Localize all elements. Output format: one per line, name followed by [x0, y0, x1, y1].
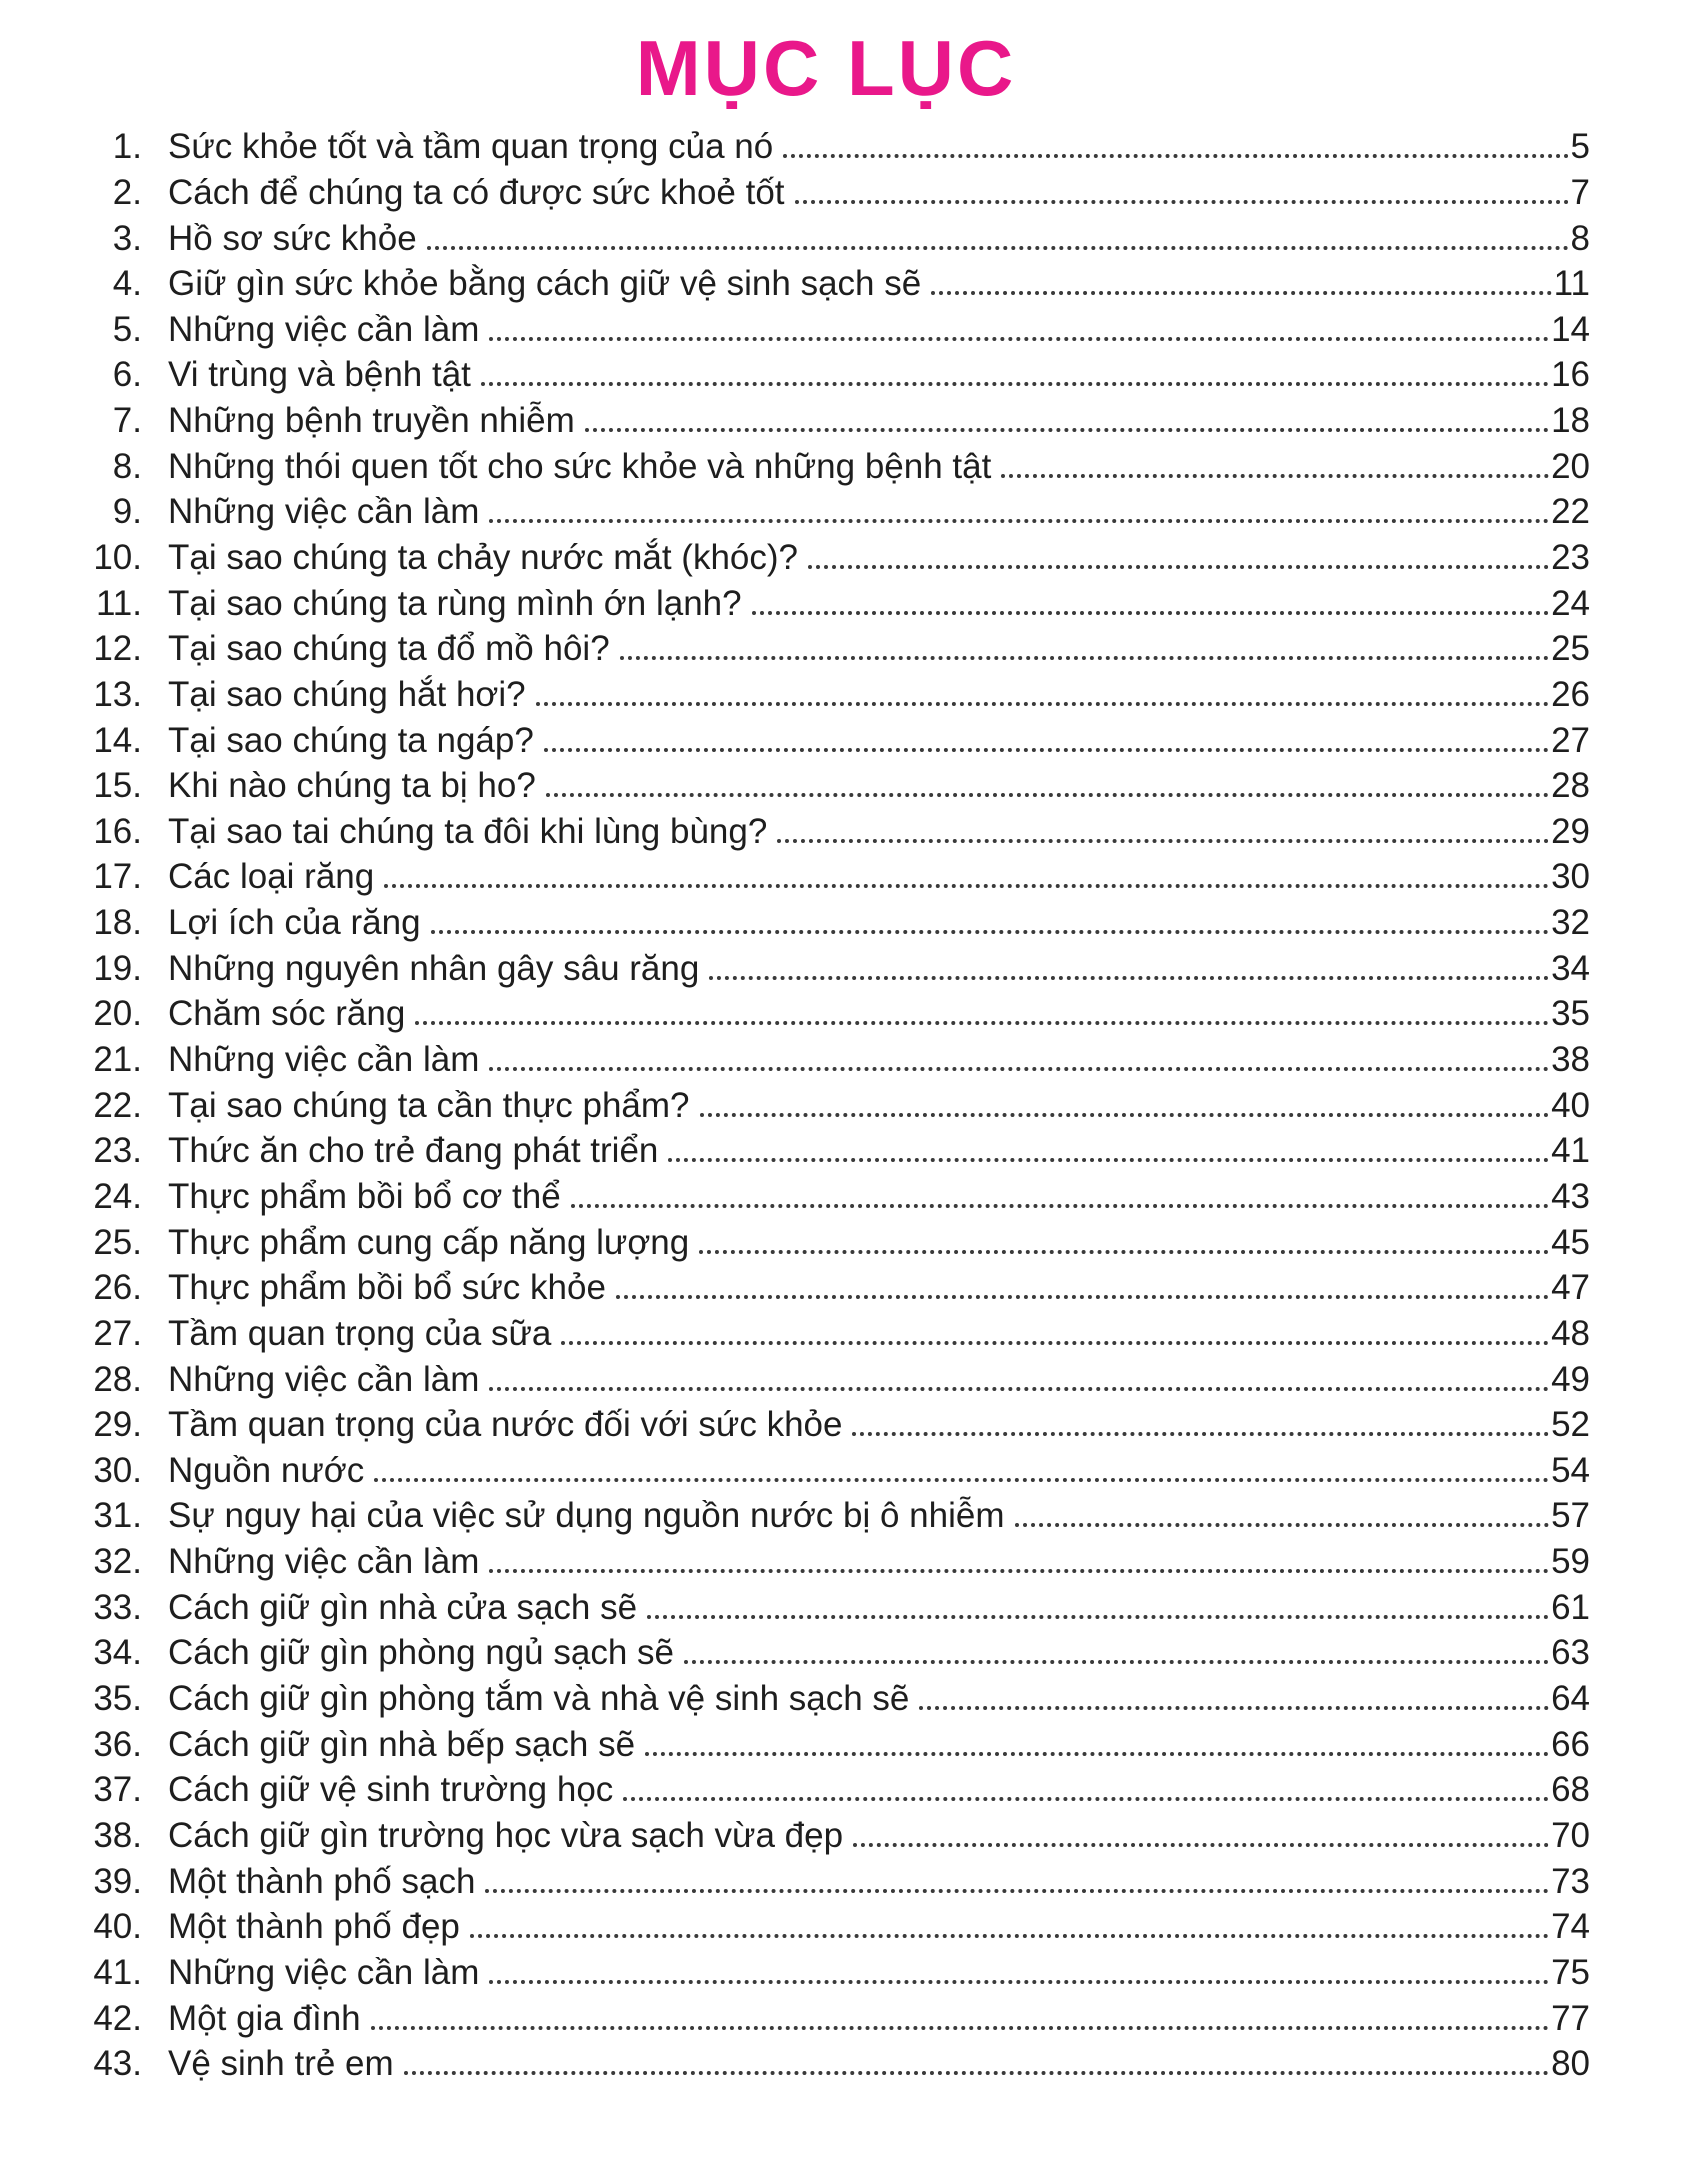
toc-entry-page: 27: [1551, 720, 1590, 760]
dot-leader: [561, 1341, 1549, 1345]
dot-leader: [668, 1158, 1549, 1162]
dot-leader: [647, 1615, 1549, 1619]
toc-entry-page: 63: [1551, 1633, 1590, 1673]
toc-entry-number: 2.: [112, 172, 142, 212]
toc-entry-page: 35: [1551, 994, 1590, 1034]
toc-entry: [62, 991, 1590, 1037]
toc-entry: [62, 1174, 1590, 1220]
toc-entry-number: 11.: [95, 583, 142, 623]
toc-entry: [62, 535, 1590, 581]
dot-leader: [684, 1660, 1549, 1664]
toc-entry-number: 39.: [93, 1861, 142, 1901]
dot-leader: [852, 1432, 1549, 1436]
toc-entry: [62, 1767, 1590, 1813]
toc-entry: [62, 398, 1590, 444]
toc-entry-title: Tại sao chúng hắt hơi?: [168, 674, 526, 714]
toc-entry-number: 12.: [93, 629, 142, 669]
dot-leader: [585, 428, 1549, 432]
toc-entry-page: 24: [1551, 583, 1590, 623]
toc-entry-number: 41.: [93, 1952, 142, 1992]
dot-leader: [489, 1980, 1549, 1984]
toc-entry-page: 49: [1551, 1359, 1590, 1399]
dot-leader: [709, 976, 1549, 980]
toc-entry-title: Những việc cần làm: [168, 1542, 480, 1582]
toc-entry-number: 27.: [93, 1313, 142, 1353]
toc-entry-title: Cách để chúng ta có được sức khoẻ tốt: [168, 172, 785, 212]
toc-entry-title: Nguồn nước: [168, 1450, 365, 1490]
dot-leader: [374, 1478, 1549, 1482]
toc-entry-page: 40: [1551, 1085, 1590, 1125]
toc-list: [62, 124, 1590, 2087]
dot-leader: [544, 748, 1549, 752]
toc-entry-number: 32.: [93, 1542, 142, 1582]
toc-entry-number: 28.: [93, 1359, 142, 1399]
toc-entry: [62, 1448, 1590, 1494]
toc-entry-number: 29.: [93, 1405, 142, 1445]
toc-entry-page: 23: [1551, 538, 1590, 577]
toc-entry-number: 4.: [112, 264, 142, 304]
toc-entry-page: 54: [1551, 1450, 1590, 1490]
dot-leader: [404, 2071, 1549, 2075]
dot-leader: [783, 154, 1568, 158]
toc-entry-page: 80: [1551, 2044, 1590, 2084]
toc-entry-number: 15.: [93, 766, 142, 806]
toc-entry: [62, 1311, 1590, 1357]
toc-entry-page: 34: [1551, 948, 1590, 988]
toc-entry-page: 41: [1551, 1131, 1590, 1171]
dot-leader: [699, 1250, 1549, 1254]
dot-leader: [919, 1706, 1549, 1710]
toc-entry-title: Những việc cần làm: [168, 1040, 480, 1080]
dot-leader: [415, 1021, 1549, 1025]
toc-entry-title: Cách giữ gìn phòng tắm và nhà vệ sinh sạch sẽ: [168, 1679, 910, 1719]
toc-entry-title: Những thói quen tốt cho sức khỏe và những bệnh tật: [168, 446, 992, 486]
toc-entry-title: Tại sao chúng ta đổ mồ hôi?: [168, 629, 610, 669]
toc-entry-title: Sự nguy hại của việc sử dụng nguồn nước bị ô nhiễm: [168, 1496, 1005, 1536]
toc-entry-title: Các loại răng: [168, 857, 375, 897]
toc-entry-number: 35.: [93, 1679, 142, 1719]
toc-entry-page: 59: [1551, 1542, 1590, 1582]
toc-entry-page: 26: [1551, 674, 1590, 714]
toc-entry-title: Những việc cần làm: [168, 1359, 480, 1399]
toc-entry: [62, 1813, 1590, 1859]
toc-entry-page: 61: [1551, 1587, 1590, 1627]
toc-entry-page: 29: [1551, 811, 1590, 851]
toc-entry-number: 42.: [93, 1998, 142, 2038]
dot-leader: [931, 291, 1551, 295]
toc-entry-number: 1.: [112, 127, 142, 167]
toc-entry: [62, 307, 1590, 353]
toc-entry-page: 5: [1570, 127, 1590, 167]
dot-leader: [623, 1797, 1549, 1801]
toc-entry: [62, 1128, 1590, 1174]
toc-entry: [62, 1493, 1590, 1539]
toc-entry: [62, 1950, 1590, 1996]
toc-entry-number: 10.: [93, 538, 142, 577]
dot-leader: [481, 382, 1549, 386]
dot-leader: [546, 793, 1549, 797]
dot-leader: [616, 1295, 1549, 1299]
toc-entry: [62, 352, 1590, 398]
toc-entry: [62, 763, 1590, 809]
toc-entry-title: Tại sao chúng ta ngáp?: [168, 720, 534, 760]
toc-entry: [62, 124, 1590, 170]
dot-leader: [489, 1387, 1549, 1391]
toc-entry-title: Sức khỏe tốt và tầm quan trọng của nó: [168, 127, 774, 167]
dot-leader: [489, 1067, 1549, 1071]
toc-entry-title: Thực phẩm cung cấp năng lượng: [168, 1222, 690, 1262]
toc-entry-number: 37.: [93, 1770, 142, 1810]
toc-entry-number: 26.: [93, 1268, 142, 1308]
toc-entry-title: Cách giữ gìn nhà cửa sạch sẽ: [168, 1587, 638, 1627]
toc-entry-title: Hồ sơ sức khỏe: [168, 218, 417, 258]
toc-entry-number: 18.: [93, 903, 142, 943]
toc-entry-number: 16.: [93, 811, 142, 851]
toc-entry-page: 45: [1551, 1222, 1590, 1262]
toc-entry-page: 52: [1551, 1405, 1590, 1445]
dot-leader: [485, 1889, 1549, 1893]
toc-entry-number: 38.: [93, 1815, 142, 1855]
toc-entry: [62, 854, 1590, 900]
toc-entry-page: 11: [1553, 264, 1590, 304]
toc-entry: [62, 1220, 1590, 1266]
toc-entry: [62, 672, 1590, 718]
toc-entry-title: Lợi ích của răng: [168, 903, 421, 943]
toc-entry-page: 48: [1551, 1313, 1590, 1353]
toc-entry: [62, 1630, 1590, 1676]
toc-entry: [62, 261, 1590, 307]
toc-entry-title: Chăm sóc răng: [168, 994, 406, 1034]
dot-leader: [489, 519, 1549, 523]
dot-leader: [777, 839, 1549, 843]
toc-entry-page: 25: [1551, 629, 1590, 669]
dot-leader: [489, 1569, 1549, 1573]
toc-entry-number: 23.: [93, 1131, 142, 1171]
dot-leader: [645, 1752, 1549, 1756]
toc-entry-number: 3.: [112, 218, 142, 258]
dot-leader: [620, 656, 1549, 660]
toc-entry-title: Tầm quan trọng của nước đối với sức khỏe: [168, 1405, 843, 1445]
toc-entry-title: Vệ sinh trẻ em: [168, 2044, 394, 2084]
toc-entry-page: 47: [1551, 1268, 1590, 1308]
toc-entry-number: 9.: [112, 492, 142, 532]
toc-entry-page: 38: [1551, 1040, 1590, 1080]
toc-entry: [62, 1037, 1590, 1083]
toc-entry-number: 8.: [112, 446, 142, 486]
page-title: MỤC LỤC: [635, 24, 1017, 112]
toc-entry: [62, 2041, 1590, 2087]
toc-entry-page: 57: [1551, 1496, 1590, 1536]
toc-entry-page: 66: [1551, 1724, 1590, 1764]
toc-entry-page: 30: [1551, 857, 1590, 897]
toc-entry-page: 74: [1551, 1907, 1590, 1947]
toc-entry-number: 34.: [93, 1633, 142, 1673]
toc-entry: [62, 1265, 1590, 1311]
dot-leader: [853, 1843, 1549, 1847]
toc-entry: [62, 1676, 1590, 1722]
toc-entry-number: 24.: [93, 1176, 142, 1216]
toc-entry-title: Một gia đình: [168, 1998, 361, 2038]
toc-entry-number: 36.: [93, 1724, 142, 1764]
toc-entry-title: Vi trùng và bệnh tật: [168, 355, 471, 395]
toc-entry-page: 20: [1551, 446, 1590, 486]
toc-entry-title: Những việc cần làm: [168, 492, 480, 532]
dot-leader: [752, 611, 1549, 615]
dot-leader: [571, 1204, 1549, 1208]
toc-entry: [62, 581, 1590, 627]
dot-leader: [371, 2026, 1549, 2030]
dot-leader: [489, 337, 1549, 341]
toc-entry: [62, 444, 1590, 490]
toc-entry-title: Tại sao chúng ta chảy nước mắt (khóc)?: [168, 538, 798, 577]
toc-entry-number: 13.: [93, 674, 142, 714]
toc-entry-number: 7.: [112, 401, 142, 441]
toc-entry-title: Thực phẩm bồi bổ sức khỏe: [168, 1268, 606, 1308]
toc-entry-page: 73: [1551, 1861, 1590, 1901]
toc-entry-number: 5.: [112, 309, 142, 349]
toc-entry: [62, 1083, 1590, 1129]
toc-entry-title: Thực phẩm bồi bổ cơ thể: [168, 1176, 561, 1216]
toc-entry-page: 14: [1551, 309, 1590, 349]
dot-leader: [536, 702, 1549, 706]
toc-entry-number: 31.: [93, 1496, 142, 1536]
toc-entry-number: 14.: [93, 720, 142, 760]
toc-entry-title: Những bệnh truyền nhiễm: [168, 401, 575, 441]
toc-entry: [62, 900, 1590, 946]
toc-entry-number: 21.: [93, 1040, 142, 1080]
toc-entry: [62, 946, 1590, 992]
toc-entry-page: 28: [1551, 766, 1590, 806]
toc-entry-page: 43: [1551, 1176, 1590, 1216]
toc-entry-page: 70: [1551, 1815, 1590, 1855]
toc-entry-title: Những việc cần làm: [168, 309, 480, 349]
toc-entry: [62, 1585, 1590, 1631]
toc-entry-page: 16: [1551, 355, 1590, 395]
toc-entry-page: 7: [1570, 172, 1590, 212]
toc-entry-title: Một thành phố đẹp: [168, 1907, 460, 1947]
toc-entry: [62, 1357, 1590, 1403]
toc-entry-title: Cách giữ gìn nhà bếp sạch sẽ: [168, 1724, 636, 1764]
toc-entry-page: 32: [1551, 903, 1590, 943]
toc-entry-number: 22.: [93, 1085, 142, 1125]
dot-leader: [427, 246, 1569, 250]
toc-entry: [62, 489, 1590, 535]
toc-entry-title: Giữ gìn sức khỏe bằng cách giữ vệ sinh sạch sẽ: [168, 264, 922, 304]
toc-entry: [62, 718, 1590, 764]
toc-entry-title: Những việc cần làm: [168, 1952, 480, 1992]
dot-leader: [1015, 1523, 1550, 1527]
toc-entry: [62, 1859, 1590, 1905]
toc-entry-number: 6.: [112, 355, 142, 395]
dot-leader: [795, 200, 1569, 204]
dot-leader: [808, 565, 1549, 569]
toc-entry-number: 19.: [93, 948, 142, 988]
toc-entry-title: Cách giữ vệ sinh trường học: [168, 1770, 614, 1810]
toc-entry: [62, 1402, 1590, 1448]
toc-entry-title: Cách giữ gìn phòng ngủ sạch sẽ: [168, 1633, 674, 1673]
toc-entry-page: 77: [1551, 1998, 1590, 2038]
toc-entry-title: Khi nào chúng ta bị ho?: [168, 766, 536, 806]
toc-entry-title: Một thành phố sạch: [168, 1861, 476, 1901]
toc-entry-title: Cách giữ gìn trường học vừa sạch vừa đẹp: [168, 1815, 844, 1855]
toc-entry-page: 68: [1551, 1770, 1590, 1810]
toc-entry-title: Tại sao chúng ta cần thực phẩm?: [168, 1085, 690, 1125]
dot-leader: [431, 930, 1550, 934]
toc-entry-page: 18: [1551, 401, 1590, 441]
toc-entry-page: 8: [1570, 218, 1590, 258]
toc-entry: [62, 1722, 1590, 1768]
toc-entry: [62, 170, 1590, 216]
toc-entry: [62, 216, 1590, 262]
toc-entry-page: 75: [1551, 1952, 1590, 1992]
toc-entry: [62, 1539, 1590, 1585]
toc-entry: [62, 1904, 1590, 1950]
toc-entry-number: 43.: [93, 2044, 142, 2084]
dot-leader: [1001, 474, 1549, 478]
toc-entry: [62, 809, 1590, 855]
dot-leader: [384, 884, 1549, 888]
toc-entry-number: 33.: [93, 1587, 142, 1627]
toc-entry-number: 40.: [93, 1907, 142, 1947]
dot-leader: [700, 1113, 1550, 1117]
toc-entry-title: Những nguyên nhân gây sâu răng: [168, 948, 700, 988]
toc-entry-number: 17.: [93, 857, 142, 897]
toc-entry: [62, 626, 1590, 672]
toc-entry-title: Tầm quan trọng của sữa: [168, 1313, 552, 1353]
toc-entry-title: Tại sao tai chúng ta đôi khi lùng bùng?: [168, 811, 768, 851]
toc-entry-number: 25.: [93, 1222, 142, 1262]
toc-entry-page: 22: [1551, 492, 1590, 532]
toc-entry-title: Tại sao chúng ta rùng mình ớn lạnh?: [168, 583, 742, 623]
toc-entry-number: 30.: [93, 1450, 142, 1490]
toc-entry-title: Thức ăn cho trẻ đang phát triển: [168, 1131, 659, 1171]
toc-entry-page: 64: [1551, 1679, 1590, 1719]
toc-entry: [62, 1996, 1590, 2042]
dot-leader: [470, 1934, 1549, 1938]
toc-entry-number: 20.: [93, 994, 142, 1034]
